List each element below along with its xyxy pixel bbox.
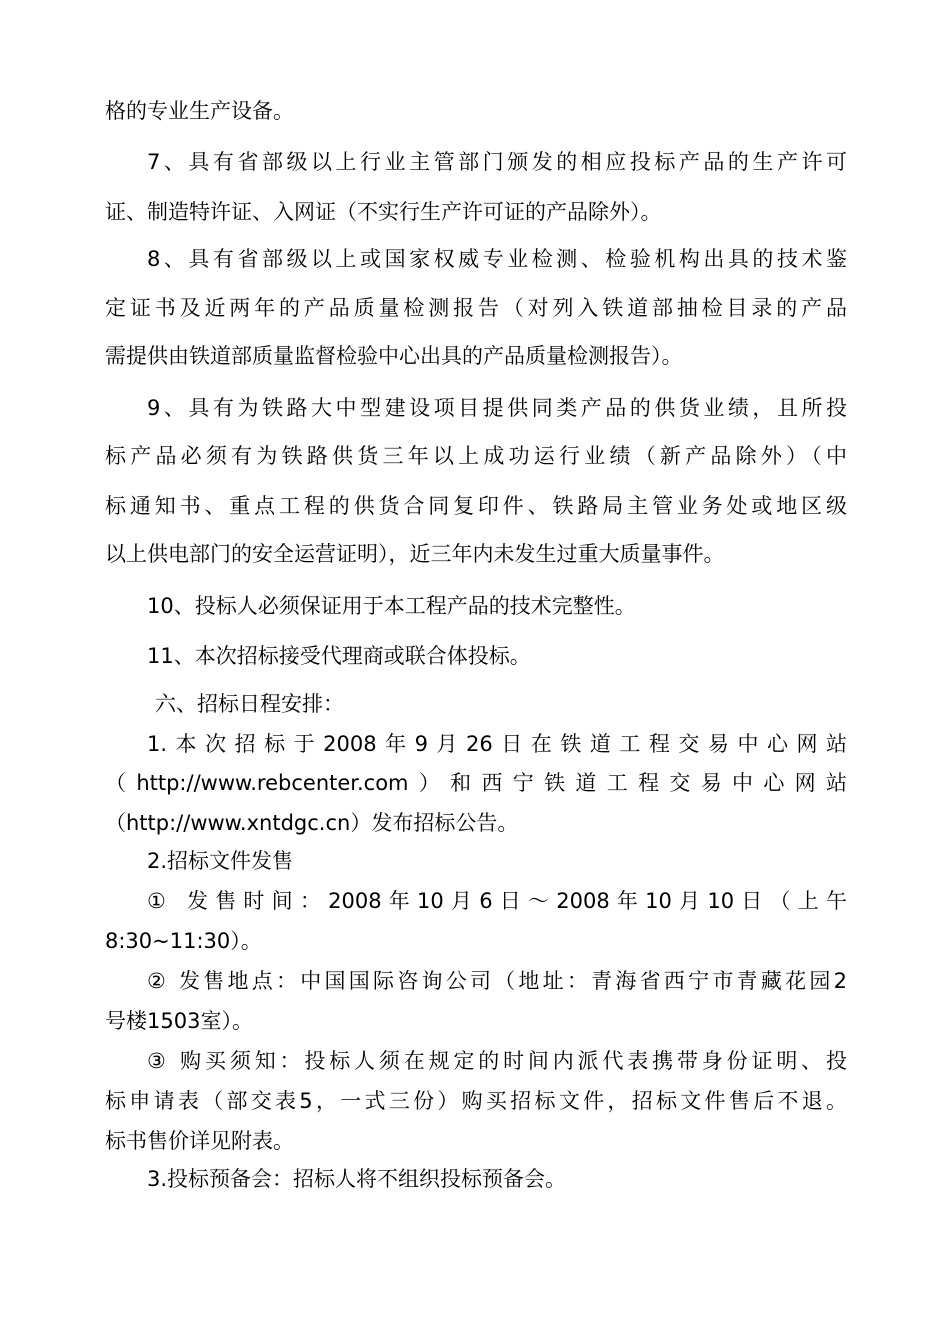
paragraph-line: 9、具有为铁路大中型建设项目提供同类产品的供货业绩，且所投 — [147, 396, 847, 420]
paragraph-line: （http://www.rebcenter.com）和西宁铁道工程交易中心网站 — [105, 771, 847, 795]
paragraph-line: 8、具有省部级以上或国家权威专业检测、检验机构出具的技术鉴 — [147, 247, 847, 271]
section-heading: 六、招标日程安排： — [155, 692, 344, 716]
paragraph-line: 格的专业生产设备。 — [105, 99, 294, 123]
paragraph-line: （http://www.xntdgc.cn）发布招标公告。 — [105, 811, 519, 835]
paragraph-line: 标书售价详见附表。 — [105, 1129, 294, 1153]
paragraph-line: 1.本次招标于2008年9月26日在铁道工程交易中心网站 — [147, 732, 847, 756]
paragraph-line: 号楼1503室）。 — [105, 1009, 253, 1033]
paragraph-line: 以上供电部门的安全运营证明），近三年内未发生过重大质量事件。 — [105, 542, 725, 566]
paragraph-line: 定证书及近两年的产品质量检测报告（对列入铁道部抽检目录的产品 — [105, 296, 847, 320]
paragraph-line: 7、具有省部级以上行业主管部门颁发的相应投标产品的生产许可 — [147, 150, 847, 174]
paragraph-line: ③ 购买须知：投标人须在规定的时间内派代表携带身份证明、投 — [147, 1049, 847, 1073]
paragraph-line: 11、本次招标接受代理商或联合体投标。 — [147, 644, 531, 668]
paragraph-line: 8:30~11:30）。 — [105, 929, 262, 953]
paragraph-line: 3.投标预备会：招标人将不组织投标预备会。 — [147, 1167, 567, 1191]
paragraph-line: ① 发售时间：2008年10月6日～2008年10月10日（上午 — [147, 889, 847, 913]
paragraph-line: 10、投标人必须保证用于本工程产品的技术完整性。 — [147, 594, 636, 618]
paragraph-line: 标产品必须有为铁路供货三年以上成功运行业绩（新产品除外）（中 — [105, 444, 847, 468]
paragraph-line: 证、制造特许证、入网证（不实行生产许可证的产品除外）。 — [105, 200, 662, 224]
paragraph-line: 标申请表（部交表5，一式三份）购买招标文件，招标文件售后不退。 — [105, 1089, 847, 1113]
paragraph-line: 标通知书、重点工程的供货合同复印件、铁路局主管业务处或地区级 — [105, 494, 847, 518]
paragraph-line: ② 发售地点：中国国际咨询公司（地址：青海省西宁市青藏花园2 — [147, 969, 847, 993]
paragraph-line: 需提供由铁道部质量监督检验中心出具的产品质量检测报告）。 — [105, 344, 683, 368]
subsection-heading: 2.招标文件发售 — [147, 849, 294, 873]
